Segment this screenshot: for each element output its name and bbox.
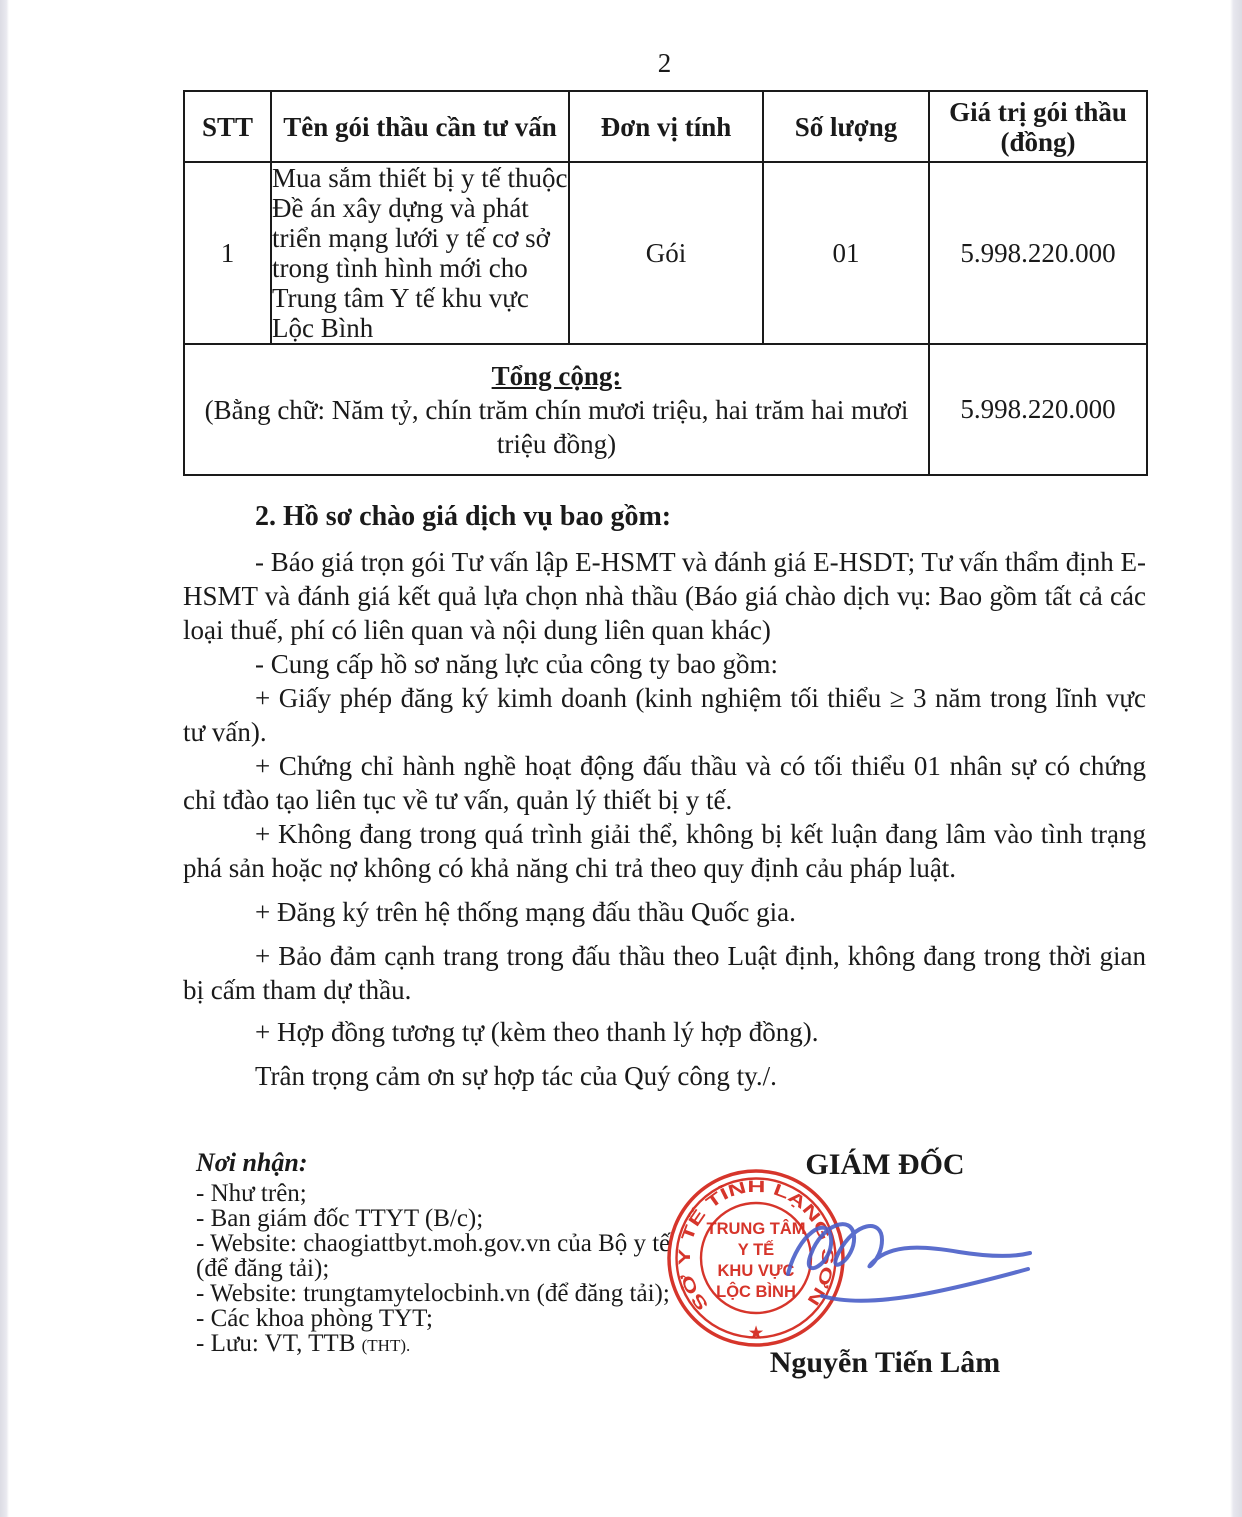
paragraph-fair-competition: + Bảo đảm cạnh trang trong đấu thầu theo Luật định, không đang trong thời gian bị cấm tham dự thầu. <box>183 941 1146 1005</box>
quote-table <box>183 90 1148 476</box>
recipient-item: - Các khoa phòng TYT; <box>196 1305 433 1332</box>
table-header-row <box>184 91 1147 162</box>
recipient-item: - Website: trungtamytelocbinh.vn (để đăng tải); <box>196 1280 670 1307</box>
signature-svg <box>772 1196 1044 1321</box>
director-title: GIÁM ĐỐC <box>805 1148 965 1181</box>
signature-ink <box>772 1196 1044 1321</box>
signer-name: Nguyễn Tiến Lâm <box>769 1346 1001 1379</box>
header-package-name: Tên gói thầu cần tư vấn <box>271 91 569 162</box>
paragraph-similar-contracts: + Hợp đồng tương tự (kèm theo thanh lý hợp đồng). <box>255 1017 819 1047</box>
header-stt: STT <box>184 91 271 162</box>
paragraph-certificates: + Chứng chỉ hành nghề hoạt động đấu thầu và có tối thiểu 01 nhân sự có chứng chỉ tđào tạo liên tục về tư vấn, quản lý thiết bị y tế. <box>183 751 1146 815</box>
total-label: Tổng cộng: <box>491 360 622 391</box>
document-body <box>183 500 1146 1093</box>
cell-value: 5.998.220.000 <box>929 162 1147 344</box>
recipient-item: - Website: chaogiattbyt.moh.gov.vn của Bộ y tế (để đăng tải); <box>196 1230 671 1282</box>
paragraph-capability-intro: - Cung cấp hồ sơ năng lực của công ty bao gồm: <box>255 649 779 679</box>
scan-edge-left <box>0 0 9 1517</box>
total-amount-in-words: (Bằng chữ: Năm tỷ, chín trăm chín mươi triệu, hai trăm hai mươi triệu đồng) <box>204 394 909 459</box>
archive-note <box>196 1331 678 1358</box>
recipient-item: - Ban giám đốc TTYT (B/c); <box>196 1205 484 1232</box>
stamp-center-line: Y TẾ <box>737 1241 775 1259</box>
archive-unit-code: (THT). <box>361 1336 411 1355</box>
recipient-item: - Như trên; <box>196 1180 307 1207</box>
total-cell <box>184 344 929 475</box>
paragraph-quote-scope: - Báo giá trọn gói Tư vấn lập E-HSMT và đánh giá E-HSDT; Tư vấn thẩm định E-HSMT và đánh giá kết quả lựa chọn nhà thầu (Báo giá chào dịch vụ: Bao gồm tất cả các loại thuế, phí có liên quan và nội dung liên quan khác) <box>183 547 1146 645</box>
scan-edge-right <box>1230 0 1242 1517</box>
stamp-center-line: TRUNG TÂM <box>706 1220 806 1238</box>
total-value: 5.998.220.000 <box>929 344 1147 475</box>
header-quantity: Số lượng <box>763 91 929 162</box>
table-row <box>184 162 1147 344</box>
header-unit: Đơn vị tính <box>569 91 763 162</box>
paragraph-national-network: + Đăng ký trên hệ thống mạng đấu thầu Quốc gia. <box>255 897 796 927</box>
stamp-center-line: LỘC BÌNH <box>716 1283 796 1301</box>
total-row <box>184 344 1147 475</box>
archive-main: - Lưu: VT, TTB <box>196 1330 356 1357</box>
stamp-star-icon: ★ <box>748 1325 764 1342</box>
paragraph-thanks: Trân trọng cảm ơn sự hợp tác của Quý công ty./. <box>255 1061 777 1091</box>
signature-stroke-flourish <box>822 1269 1028 1301</box>
cell-stt: 1 <box>184 162 271 344</box>
stamp-ring-text: SỞ Y TẾ TỈNH LẠNG SƠN <box>675 1178 837 1314</box>
paragraph-business-license: + Giấy phép đăng ký kimh doanh (kinh nghiệm tối thiểu ≥ 3 năm trong lĩnh vực tư vấn). <box>183 683 1146 747</box>
cell-package-name: Mua sắm thiết bị y tế thuộc Đề án xây dựng và phát triển mạng lưới y tế cơ sở trong tình hình mới cho Trung tâm Y tế khu vực Lộc Bình <box>272 163 568 343</box>
signature-stroke-main <box>788 1224 1030 1274</box>
page-number: 2 <box>657 48 672 78</box>
stamp-center-line: KHU VỰC <box>717 1262 795 1280</box>
recipients-title: Nơi nhận: <box>196 1148 308 1177</box>
header-value: Giá trị gói thầu (đồng) <box>929 91 1147 162</box>
cell-quantity: 01 <box>763 162 929 344</box>
section-heading: 2. Hồ sơ chào giá dịch vụ bao gồm: <box>255 501 672 532</box>
cell-unit: Gói <box>569 162 763 344</box>
paragraph-not-dissolving: + Không đang trong quá trình giải thể, không bị kết luận đang lâm vào tình trạng phá sản hoặc nợ không có khả năng chi trả theo quy định cảu pháp luật. <box>183 819 1146 883</box>
recipients-block <box>196 1148 678 1358</box>
